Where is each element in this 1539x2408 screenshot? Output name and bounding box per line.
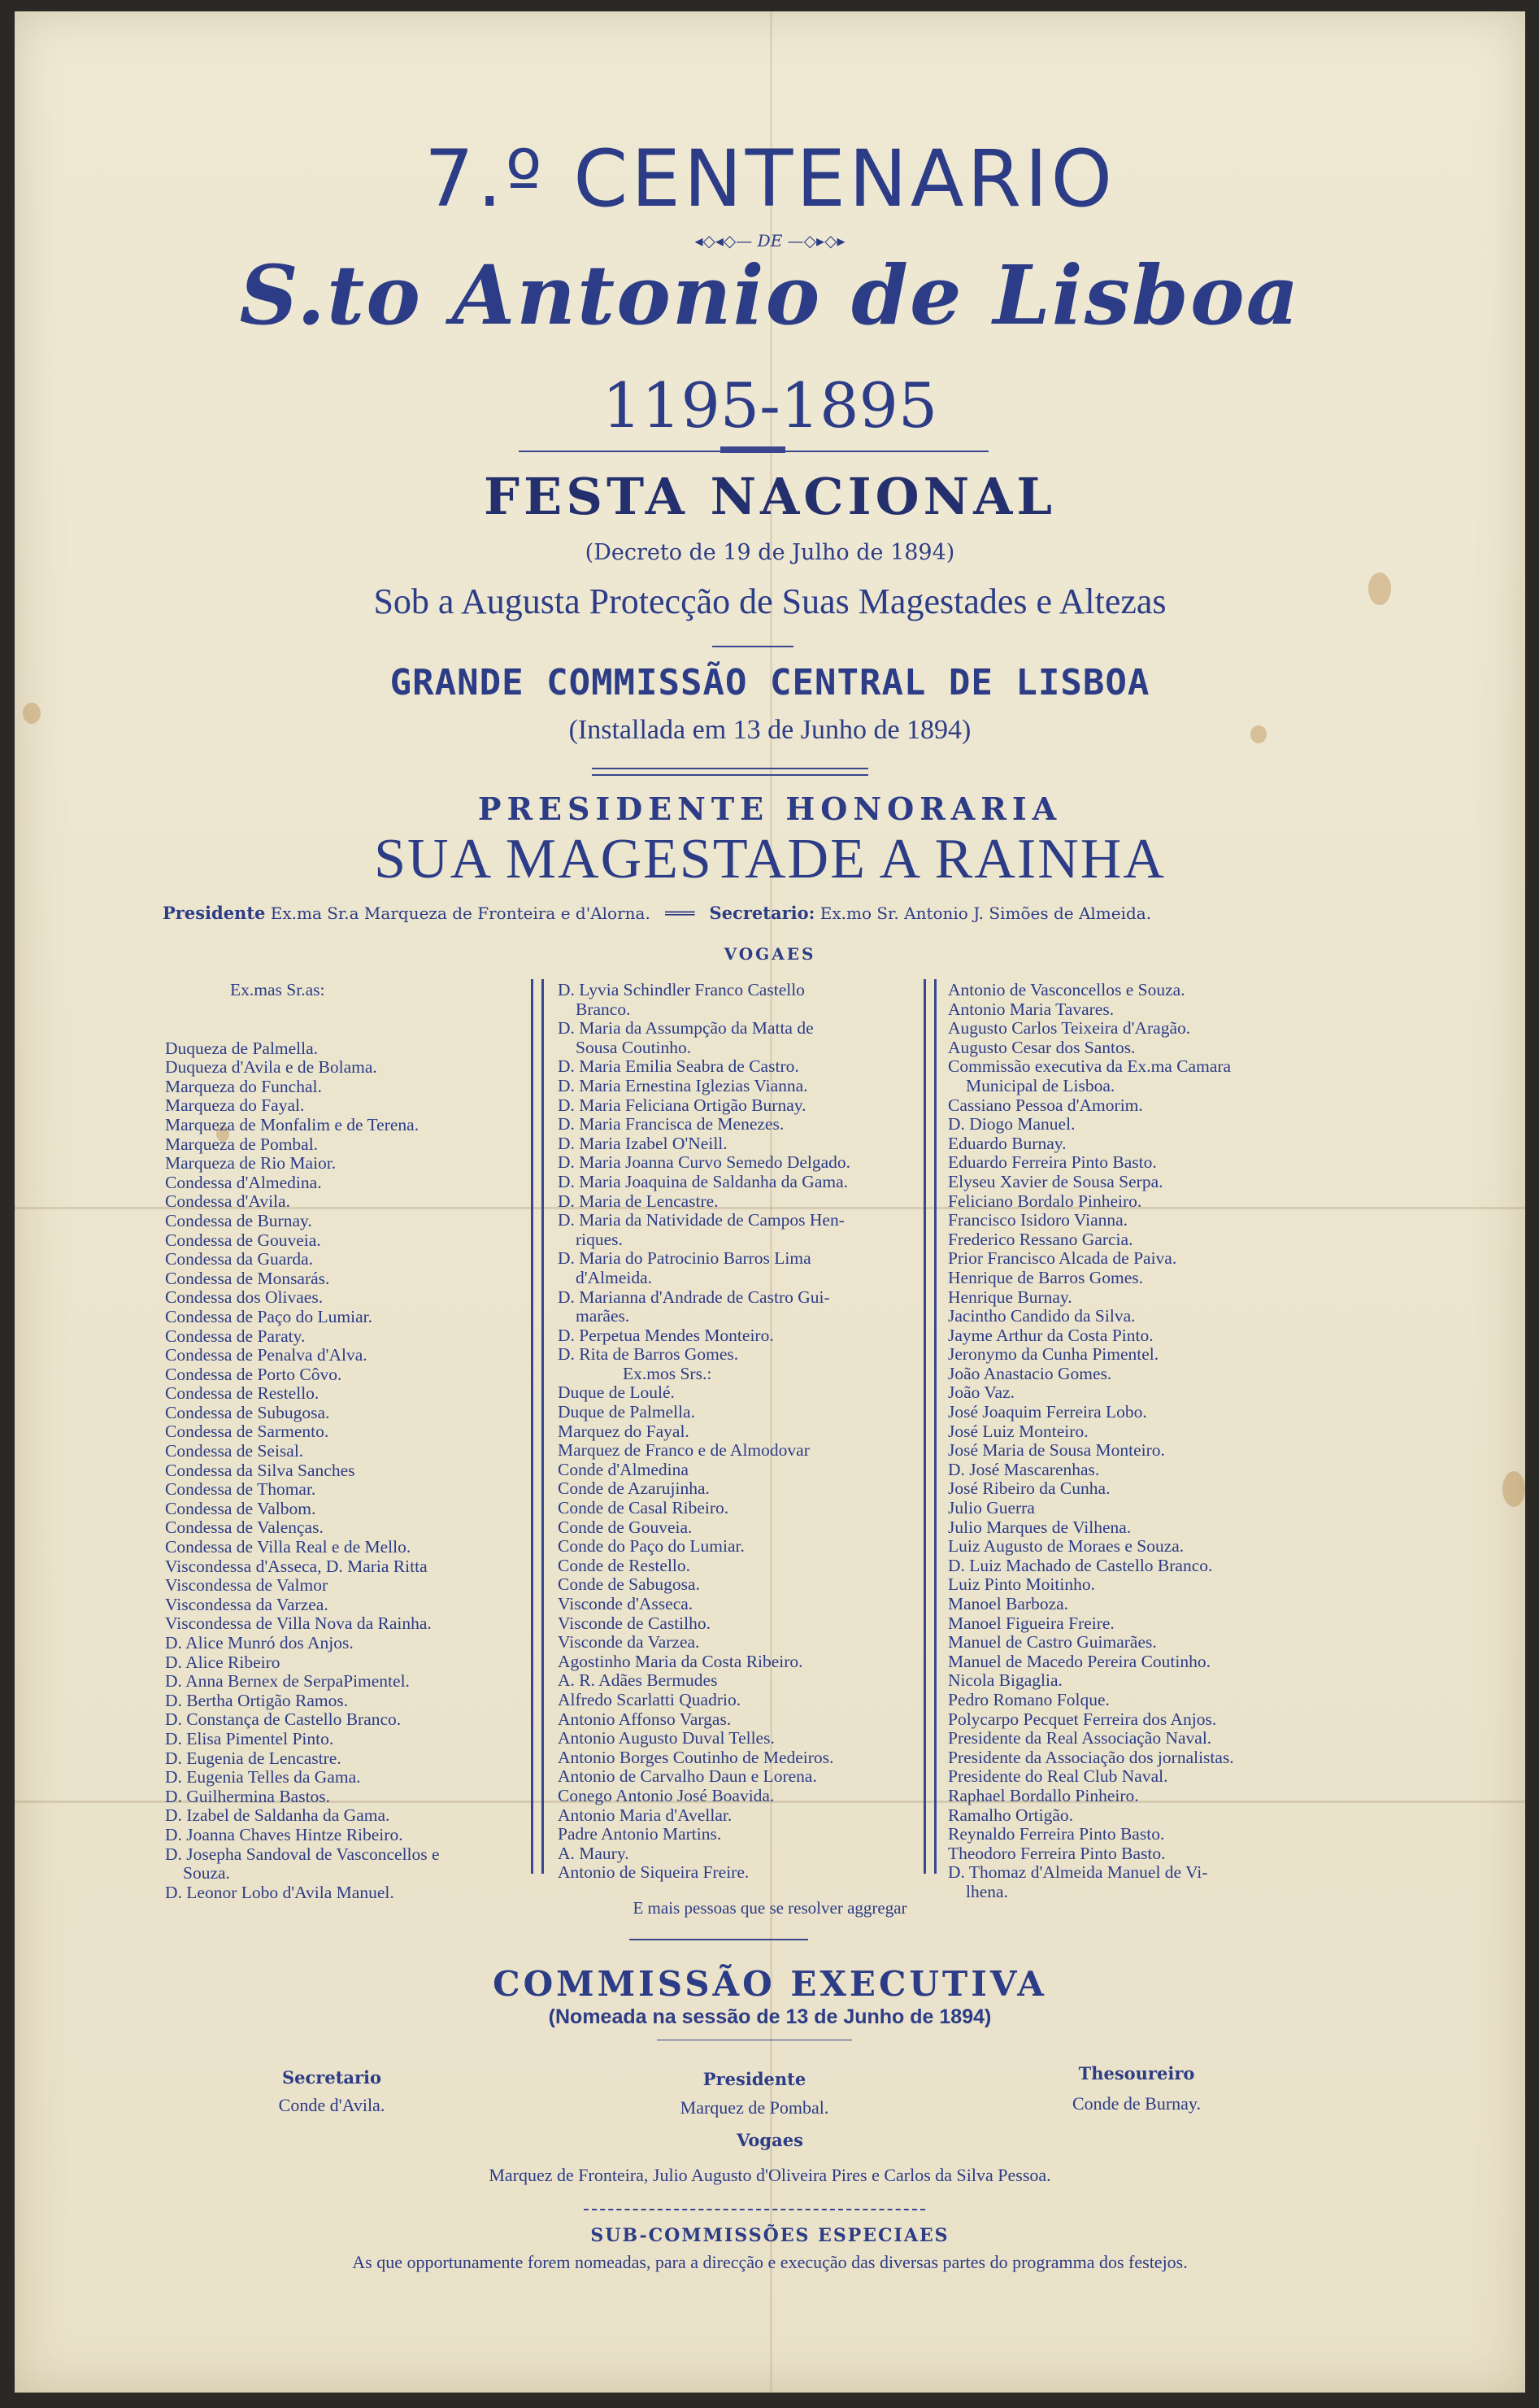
title-centenario: 7.º CENTENARIO — [424, 133, 1116, 224]
list-item: Conde d'Almedina — [558, 1459, 689, 1479]
list-item: Presidente da Real Associação Naval. — [948, 1728, 1212, 1748]
dashed-divider — [584, 2209, 925, 2210]
list-item: D. Maria de Lencastre. — [558, 1191, 719, 1211]
list-item: D. Alice Ribeiro — [165, 1652, 280, 1672]
list-item: João Vaz. — [948, 1383, 1015, 1403]
list-item: D. Maria Izabel O'Neill. — [558, 1133, 728, 1153]
commission-title: GRANDE COMMISSÃO CENTRAL DE LISBOA — [389, 662, 1150, 703]
list-item: D. Leonor Lobo d'Avila Manuel. — [165, 1882, 394, 1902]
list-item: Conego Antonio José Boavida. — [558, 1785, 775, 1805]
list-item: Visconde de Castilho. — [558, 1613, 711, 1633]
president-name: Ex.ma Sr.a Marqueza de Fronteira e d'Alorna. — [270, 904, 650, 923]
list-item: D. Maria Ernestina Iglezias Vianna. — [558, 1075, 808, 1095]
list-item: D. Luiz Machado de Castello Branco. — [948, 1555, 1213, 1575]
list-item: D. Maria Joanna Curvo Semedo Delgado. — [558, 1152, 851, 1173]
list-item: Municipal de Lisboa. — [966, 1075, 1115, 1095]
list-item: Sousa Coutinho. — [576, 1037, 692, 1057]
list-item: Duque de Palmella. — [558, 1402, 695, 1422]
thesoureiro-name: Conde de Burnay. — [1072, 2093, 1202, 2114]
divider — [592, 774, 868, 776]
honorary-president-name: SUA MAGESTADE A RAINHA — [374, 828, 1166, 890]
list-item: Condessa de Villa Real e de Mello. — [165, 1537, 411, 1557]
column-header: Ex.mas Sr.as: — [230, 980, 325, 999]
list-item: D. Elisa Pimentel Pinto. — [165, 1728, 334, 1748]
list-item: Condessa de Burnay. — [165, 1210, 312, 1230]
list-item: Antonio Maria Tavares. — [948, 999, 1115, 1019]
subcommissions-title: SUB-COMMISSÕES ESPECIAES — [590, 2225, 950, 2246]
list-item: Antonio de Siqueira Freire. — [558, 1862, 750, 1883]
vogaes-column-1 — [165, 981, 440, 1902]
secretario-name: Conde d'Avila. — [278, 2095, 385, 2115]
list-item: D. Maria da Natividade de Campos Hen- — [558, 1210, 845, 1230]
list-item: Visconde da Varzea. — [558, 1632, 700, 1653]
list-item: Antonio de Carvalho Daun e Lorena. — [558, 1766, 817, 1787]
list-item: Duqueza d'Avila e de Bolama. — [165, 1057, 377, 1078]
president-label: Presidente — [163, 903, 266, 923]
list-item: José Maria de Sousa Monteiro. — [948, 1440, 1165, 1461]
list-item: D. Maria Joaquina de Saldanha da Gama. — [558, 1171, 849, 1191]
list-item: Condessa de Paço do Lumiar. — [165, 1306, 372, 1326]
list-item: D. Maria Francisca de Menezes. — [558, 1114, 785, 1134]
vogaes-column-3 — [948, 981, 1234, 1902]
list-item: D. Anna Bernex de SerpaPimentel. — [165, 1671, 410, 1692]
list-item: Polycarpo Pecquet Ferreira dos Anjos. — [948, 1709, 1217, 1729]
list-item: Conde de Sabugosa. — [558, 1574, 700, 1595]
vogaes-heading: VOGAES — [724, 944, 816, 964]
list-item: Julio Guerra — [948, 1498, 1035, 1518]
list-item: D. Bertha Ortigão Ramos. — [165, 1690, 349, 1710]
list-item: marães. — [576, 1306, 630, 1326]
list-item: A. R. Adães Bermudes — [558, 1670, 718, 1691]
list-item: Cassiano Pessoa d'Amorim. — [948, 1095, 1143, 1115]
title-years: 1195-1895 — [602, 369, 938, 442]
list-item: Antonio Affonso Vargas. — [558, 1709, 732, 1729]
list-item: Luiz Augusto de Moraes e Souza. — [948, 1536, 1185, 1557]
title-de-ornament: ◂◇◂◇— DE —◇▸◇▸ — [694, 231, 846, 250]
list-item: Condessa de Gouveia. — [165, 1230, 321, 1250]
officers-line — [163, 903, 1151, 923]
list-item: D. Maria Emilia Seabra de Castro. — [558, 1056, 799, 1077]
column-divider — [541, 979, 544, 1874]
list-item: José Ribeiro da Cunha. — [948, 1478, 1111, 1499]
list-item: D. José Mascarenhas. — [948, 1459, 1100, 1479]
list-item: D. Eugenia de Lencastre. — [165, 1748, 341, 1768]
list-item: Francisco Isidoro Vianna. — [948, 1210, 1128, 1230]
protection-line: Sob a Augusta Protecção de Suas Magestades e Altezas — [373, 581, 1167, 621]
poster-sheet — [15, 11, 1525, 2393]
executive-vogaes-label: Vogaes — [737, 2130, 803, 2150]
executive-vogaes-names: Marquez de Fronteira, Julio Augusto d'Oliveira Pires e Carlos da Silva Pessoa. — [489, 2165, 1051, 2185]
thesoureiro-label: Thesoureiro — [1078, 2063, 1195, 2084]
list-item: Condessa de Thomar. — [165, 1479, 316, 1500]
divider — [592, 768, 868, 769]
list-item: Augusto Carlos Teixeira d'Aragão. — [948, 1018, 1191, 1039]
list-item: Conde de Gouveia. — [558, 1517, 693, 1537]
title-santo-antonio: S.to Antonio de Lisboa — [239, 247, 1301, 343]
presidente-name: Marquez de Pombal. — [680, 2097, 829, 2118]
list-item: Reynaldo Ferreira Pinto Basto. — [948, 1824, 1165, 1844]
divider — [629, 1939, 808, 1940]
list-item: Eduardo Ferreira Pinto Basto. — [948, 1152, 1157, 1173]
list-item: Condessa da Guarda. — [165, 1249, 314, 1269]
list-item: Henrique Burnay. — [948, 1287, 1072, 1307]
list-item: José Luiz Monteiro. — [948, 1421, 1089, 1441]
list-item: Marqueza de Monfalim e de Terena. — [165, 1114, 420, 1134]
list-item: Jeronymo da Cunha Pimentel. — [948, 1344, 1159, 1365]
list-item: D. Maria Feliciana Ortigão Burnay. — [558, 1095, 806, 1115]
list-item: Condessa de Porto Côvo. — [165, 1364, 342, 1384]
list-item: Condessa de Sarmento. — [165, 1422, 329, 1442]
column-divider — [924, 979, 926, 1874]
list-item: Feliciano Bordalo Pinheiro. — [948, 1191, 1142, 1211]
list-item: Antonio Augusto Duval Telles. — [558, 1728, 775, 1748]
list-item: Manoel Barboza. — [948, 1594, 1069, 1613]
list-item: Theodoro Ferreira Pinto Basto. — [948, 1843, 1166, 1863]
list-item: Elyseu Xavier de Sousa Serpa. — [948, 1171, 1163, 1191]
list-item: Condessa de Monsarás. — [165, 1268, 330, 1288]
list-item: Viscondessa da Varzea. — [165, 1594, 328, 1614]
list-item: Julio Marques de Vilhena. — [948, 1517, 1132, 1537]
list-item: Souza. — [183, 1863, 230, 1883]
list-item: Branco. — [576, 999, 631, 1019]
de-text: DE — [757, 231, 783, 250]
list-item: Condessa dos Olivaes. — [165, 1287, 324, 1308]
column-divider — [934, 979, 937, 1874]
list-item: João Anastacio Gomes. — [948, 1363, 1112, 1383]
list-item: D. Alice Munró dos Anjos. — [165, 1633, 354, 1653]
list-item: lhena. — [966, 1881, 1008, 1901]
list-item: Ramalho Ortigão. — [948, 1805, 1074, 1825]
list-item: D. Perpetua Mendes Monteiro. — [558, 1325, 774, 1345]
secretario-label: Secretario — [281, 2067, 382, 2088]
list-item: Frederico Ressano Garcia. — [948, 1229, 1133, 1249]
list-item: riques. — [576, 1229, 623, 1249]
list-item: A. Maury. — [558, 1843, 629, 1863]
secretary-label: Secretario: — [709, 903, 815, 923]
list-item: Marquez de Franco e de Almodovar — [558, 1440, 810, 1461]
list-item: Manuel de Castro Guimarães. — [948, 1632, 1157, 1653]
list-item: Presidente da Associação dos jornalistas. — [948, 1747, 1234, 1767]
decreto: (Decreto de 19 de Julho de 1894) — [585, 540, 955, 565]
vogaes-column-2 — [558, 981, 850, 1883]
list-item: Raphael Bordallo Pinheiro. — [948, 1785, 1139, 1805]
list-item: D. Joanna Chaves Hintze Ribeiro. — [165, 1824, 403, 1844]
list-item: D. Constança de Castello Branco. — [165, 1709, 402, 1730]
equals-ornament: ═══ — [665, 904, 695, 923]
list-item: D. Guilhermina Bastos. — [165, 1786, 331, 1806]
list-item: d'Almeida. — [576, 1267, 653, 1287]
list-item: Condessa d'Almedina. — [165, 1172, 322, 1192]
list-item: Duqueza de Palmella. — [165, 1038, 319, 1058]
list-item: Condessa de Seisal. — [165, 1441, 304, 1461]
list-item: Condessa de Valbom. — [165, 1498, 316, 1518]
list-item: D. Rita de Barros Gomes. — [558, 1344, 739, 1365]
list-item: Presidente do Real Club Naval. — [948, 1766, 1168, 1787]
subcommissions-text: As que opportunamente forem nomeadas, para a direcção e execução das diversas partes do programma dos festejos. — [352, 2252, 1188, 2272]
stain-mark — [1502, 1471, 1525, 1507]
list-item: Condessa d'Avila. — [165, 1191, 290, 1212]
list-item: Marqueza do Funchal. — [165, 1076, 322, 1096]
column-header: Ex.mos Srs.: — [623, 1363, 712, 1383]
list-item: Padre Antonio Martins. — [558, 1824, 722, 1844]
list-item: D. Josepha Sandoval de Vasconcellos e — [165, 1844, 440, 1864]
list-item: Viscondessa de Valmor — [165, 1575, 328, 1596]
honorary-president-label: PRESIDENTE HONORARIA — [477, 790, 1063, 827]
list-item: Viscondessa d'Asseca, D. Maria Ritta — [165, 1556, 428, 1576]
list-item: Marqueza de Rio Maior. — [165, 1153, 337, 1174]
installed-date: (Installada em 13 de Junho de 1894) — [568, 715, 972, 745]
list-item: D. Izabel de Saldanha da Gama. — [165, 1805, 390, 1826]
list-item: D. Thomaz d'Almeida Manuel de Vi- — [948, 1862, 1208, 1883]
list-item: D. Lyvia Schindler Franco Castello — [558, 980, 805, 999]
list-item: Jacintho Candido da Silva. — [948, 1306, 1136, 1326]
executive-title: COMMISSÃO EXECUTIVA — [493, 1964, 1047, 2004]
list-item: D. Marianna d'Andrade de Castro Gui- — [558, 1287, 830, 1307]
list-item: Commissão executiva da Ex.ma Camara — [948, 1056, 1232, 1077]
list-item: Manuel de Macedo Pereira Coutinho. — [948, 1651, 1211, 1671]
festa-nacional: FESTA NACIONAL — [484, 467, 1056, 526]
list-item: Conde de Casal Ribeiro. — [558, 1498, 729, 1518]
column-divider — [531, 979, 533, 1874]
list-item: Henrique de Barros Gomes. — [948, 1267, 1144, 1287]
divider — [712, 646, 793, 647]
list-item: Antonio de Vasconcellos e Souza. — [948, 980, 1185, 999]
list-item: Nicola Bigaglia. — [948, 1670, 1063, 1691]
list-item: Prior Francisco Alcada de Paiva. — [948, 1248, 1177, 1269]
list-item: Pedro Romano Folque. — [948, 1689, 1110, 1709]
list-item: Visconde d'Asseca. — [558, 1594, 693, 1613]
list-item: Marquez do Fayal. — [558, 1421, 689, 1441]
list-item: Jayme Arthur da Costa Pinto. — [948, 1325, 1154, 1345]
list-item: Condessa de Paraty. — [165, 1326, 306, 1346]
additional-members: E mais pessoas que se resolver aggregar — [633, 1898, 907, 1918]
secretary-name: Ex.mo Sr. Antonio J. Simões de Almeida. — [819, 904, 1152, 923]
list-item: Antonio Borges Coutinho de Medeiros. — [558, 1747, 834, 1767]
list-item: Conde do Paço do Lumiar. — [558, 1536, 745, 1557]
list-item: Condessa de Valenças. — [165, 1518, 324, 1538]
list-item: Conde de Azarujinha. — [558, 1478, 710, 1499]
list-item: D. Maria do Patrocinio Barros Lima — [558, 1248, 811, 1269]
list-item: Manoel Figueira Freire. — [948, 1613, 1115, 1633]
list-item: D. Eugenia Telles da Gama. — [165, 1767, 361, 1787]
list-item: Augusto Cesar dos Santos. — [948, 1037, 1136, 1057]
list-item: José Joaquim Ferreira Lobo. — [948, 1402, 1147, 1422]
list-item: Conde de Restello. — [558, 1555, 691, 1575]
list-item: Viscondessa de Villa Nova da Rainha. — [165, 1613, 432, 1634]
list-item: Condessa de Penalva d'Alva. — [165, 1345, 367, 1365]
executive-nomeada: (Nomeada na sessão de 13 de Junho de 1894) — [548, 2005, 992, 2028]
list-item: Condessa da Silva Sanches — [165, 1460, 355, 1480]
list-item: Luiz Pinto Moitinho. — [948, 1574, 1095, 1595]
list-item: D. Maria da Assumpção da Matta de — [558, 1018, 814, 1039]
list-item: Antonio Maria d'Avellar. — [558, 1805, 733, 1825]
divider-accent — [720, 446, 785, 453]
list-item: Condessa de Subugosa. — [165, 1402, 330, 1422]
list-item: Eduardo Burnay. — [948, 1133, 1067, 1153]
list-item: Agostinho Maria da Costa Ribeiro. — [558, 1651, 803, 1671]
presidente-label: Presidente — [702, 2069, 806, 2089]
list-item: Condessa de Restello. — [165, 1383, 320, 1404]
list-item: D. Diogo Manuel. — [948, 1114, 1076, 1134]
list-item: Alfredo Scarlatti Quadrio. — [558, 1689, 741, 1709]
list-item: Marqueza de Pombal. — [165, 1134, 319, 1154]
list-item: Duque de Loulé. — [558, 1383, 675, 1403]
list-item: Marqueza do Fayal. — [165, 1095, 305, 1116]
